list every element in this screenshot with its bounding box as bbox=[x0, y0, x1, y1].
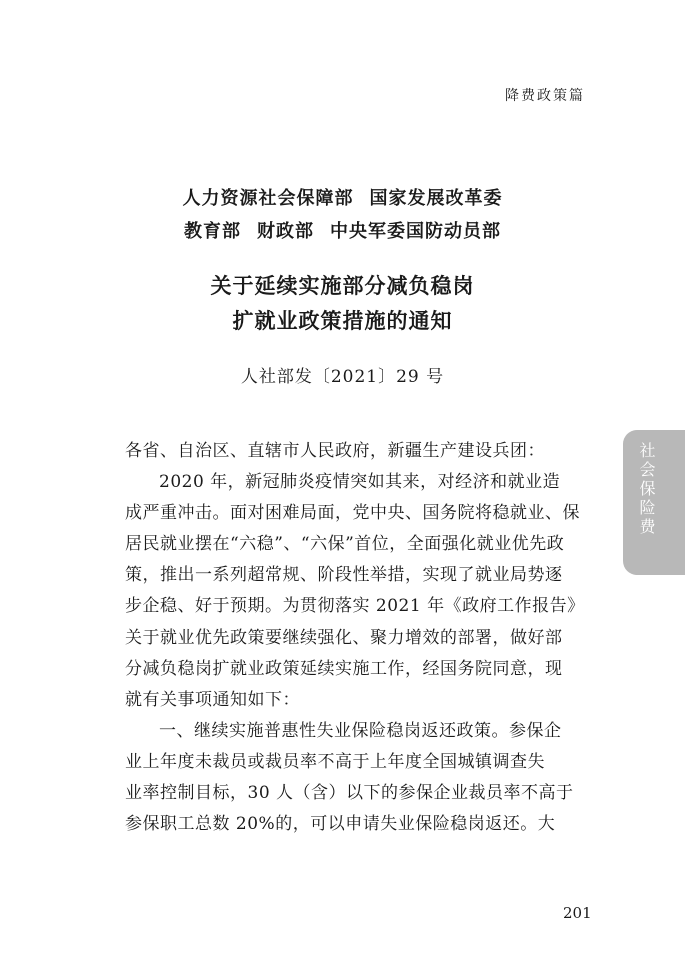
body-line: 策，推出一系列超常规、阶段性举措，实现了就业局势逐 bbox=[125, 565, 563, 586]
issuers-line-2 bbox=[0, 215, 685, 248]
body-line: 业上年度未裁员或裁员率不高于上年度全国城镇调查失 bbox=[125, 751, 545, 772]
issuer: 教育部 bbox=[184, 221, 241, 242]
issuers-line-1 bbox=[0, 182, 685, 215]
issuer: 人力资源社会保障部 bbox=[182, 188, 354, 209]
issuer: 财政部 bbox=[257, 221, 314, 242]
body-text bbox=[125, 436, 585, 840]
body-line: 各省、自治区、直辖市人民政府，新疆生产建设兵团： bbox=[125, 441, 545, 461]
chapter-side-tab bbox=[623, 430, 685, 575]
body-line: 分减负稳岗扩就业政策延续实施工作，经国务院同意，现 bbox=[125, 658, 563, 679]
side-tab-label: 社会保险费 bbox=[637, 442, 656, 537]
title-line-2: 扩就业政策措施的通知 bbox=[232, 308, 453, 333]
section-header: 降费政策篇 bbox=[505, 88, 585, 104]
document-title bbox=[0, 268, 685, 338]
body-line: 步企稳、好于预期。为贯彻落实 2021 年《政府工作报告》 bbox=[125, 596, 585, 617]
page-number: 201 bbox=[563, 904, 592, 922]
body-line: 参保职工总数 20%的，可以申请失业保险稳岗返还。大 bbox=[125, 814, 556, 835]
issuer: 国家发展改革委 bbox=[369, 188, 503, 209]
body-line: 一、继续实施普惠性失业保险稳岗返还政策。参保企 bbox=[159, 720, 562, 741]
issuing-authorities bbox=[0, 182, 685, 248]
body-line: 2020 年，新冠肺炎疫情突如其来，对经济和就业造 bbox=[159, 472, 561, 493]
document-number: 人社部发〔2021〕29 号 bbox=[240, 367, 445, 387]
body-line: 居民就业摆在“六稳”、“六保”首位，全面强化就业优先政 bbox=[125, 534, 565, 555]
title-line-1: 关于延续实施部分减负稳岗 bbox=[210, 273, 475, 298]
body-line: 就有关事项通知如下： bbox=[125, 689, 300, 710]
issuer: 中央军委国防动员部 bbox=[330, 221, 501, 242]
body-line: 成严重冲击。面对困难局面，党中央、国务院将稳就业、保 bbox=[125, 503, 580, 524]
body-line: 关于就业优先政策要继续强化、聚力增效的部署，做好部 bbox=[125, 627, 563, 648]
body-line: 业率控制目标，30 人（含）以下的参保企业裁员率不高于 bbox=[125, 783, 574, 804]
